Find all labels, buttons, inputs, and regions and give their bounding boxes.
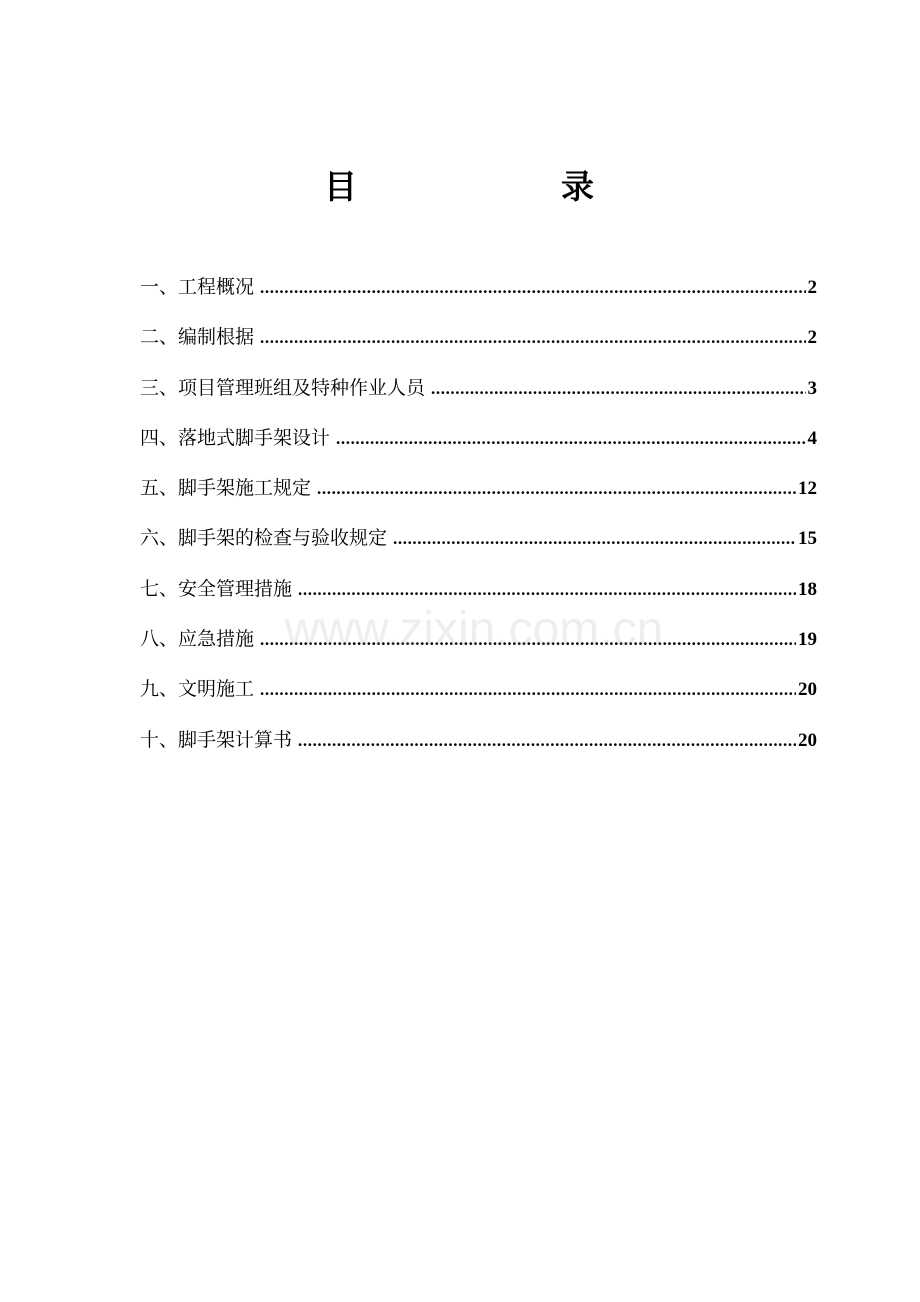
toc-title [0,162,920,212]
toc-entry-page: 20 [798,679,817,701]
toc-entry[interactable] [140,413,817,463]
toc-entry[interactable] [140,664,817,714]
toc-entry-label: 六、脚手架的检查与验收规定 [140,527,388,550]
toc-entry[interactable] [140,363,817,413]
toc-entry-label: 四、落地式脚手架设计 [140,426,331,449]
toc-entry-page: 2 [807,327,817,349]
toc-leader-dots [298,565,796,615]
toc-leader-dots [317,464,796,514]
toc-leader-dots [260,313,805,363]
toc-entry-page: 2 [807,277,817,298]
toc-entry-page: 12 [798,478,817,500]
toc-entry[interactable] [140,564,817,614]
toc-entry-label: 二、编制根据 [140,326,255,349]
watermark: www.zixin.com.cn [284,603,664,656]
toc-leader-dots [336,414,805,464]
toc-entry-label: 八、应急措施 [140,628,255,651]
toc-leader-dots [298,716,796,766]
toc-entry[interactable] [140,715,817,765]
toc-entry[interactable] [140,312,817,362]
toc-entry[interactable] [140,614,817,664]
toc-entry-label: 七、安全管理措施 [140,577,293,600]
toc-entry-label: 十、脚手架计算书 [140,728,293,751]
toc-title-char-1: 目 [324,167,357,206]
toc-entry-page: 4 [807,427,817,449]
toc-leader-dots [260,263,805,313]
toc-entry-label: 一、工程概况 [140,276,255,298]
toc-entry[interactable] [140,463,817,513]
toc-leader-dots [431,364,805,414]
toc-entry-page: 15 [798,528,817,550]
toc-entry-label: 九、文明施工 [140,678,255,701]
toc-title-char-2: 录 [561,167,594,206]
toc-entry-page: 3 [807,377,817,399]
toc-leader-dots [393,514,796,564]
table-of-contents [140,262,817,765]
toc-leader-dots [260,665,796,715]
toc-entry-label: 五、脚手架施工规定 [140,477,312,500]
toc-leader-dots [260,615,796,665]
toc-entry[interactable] [140,513,817,563]
toc-entry-label: 三、项目管理班组及特种作业人员 [140,376,426,399]
toc-entry-page: 20 [798,729,817,751]
toc-entry[interactable] [140,262,817,312]
toc-entry-page: 18 [798,578,817,600]
toc-entry-page: 19 [798,629,817,651]
